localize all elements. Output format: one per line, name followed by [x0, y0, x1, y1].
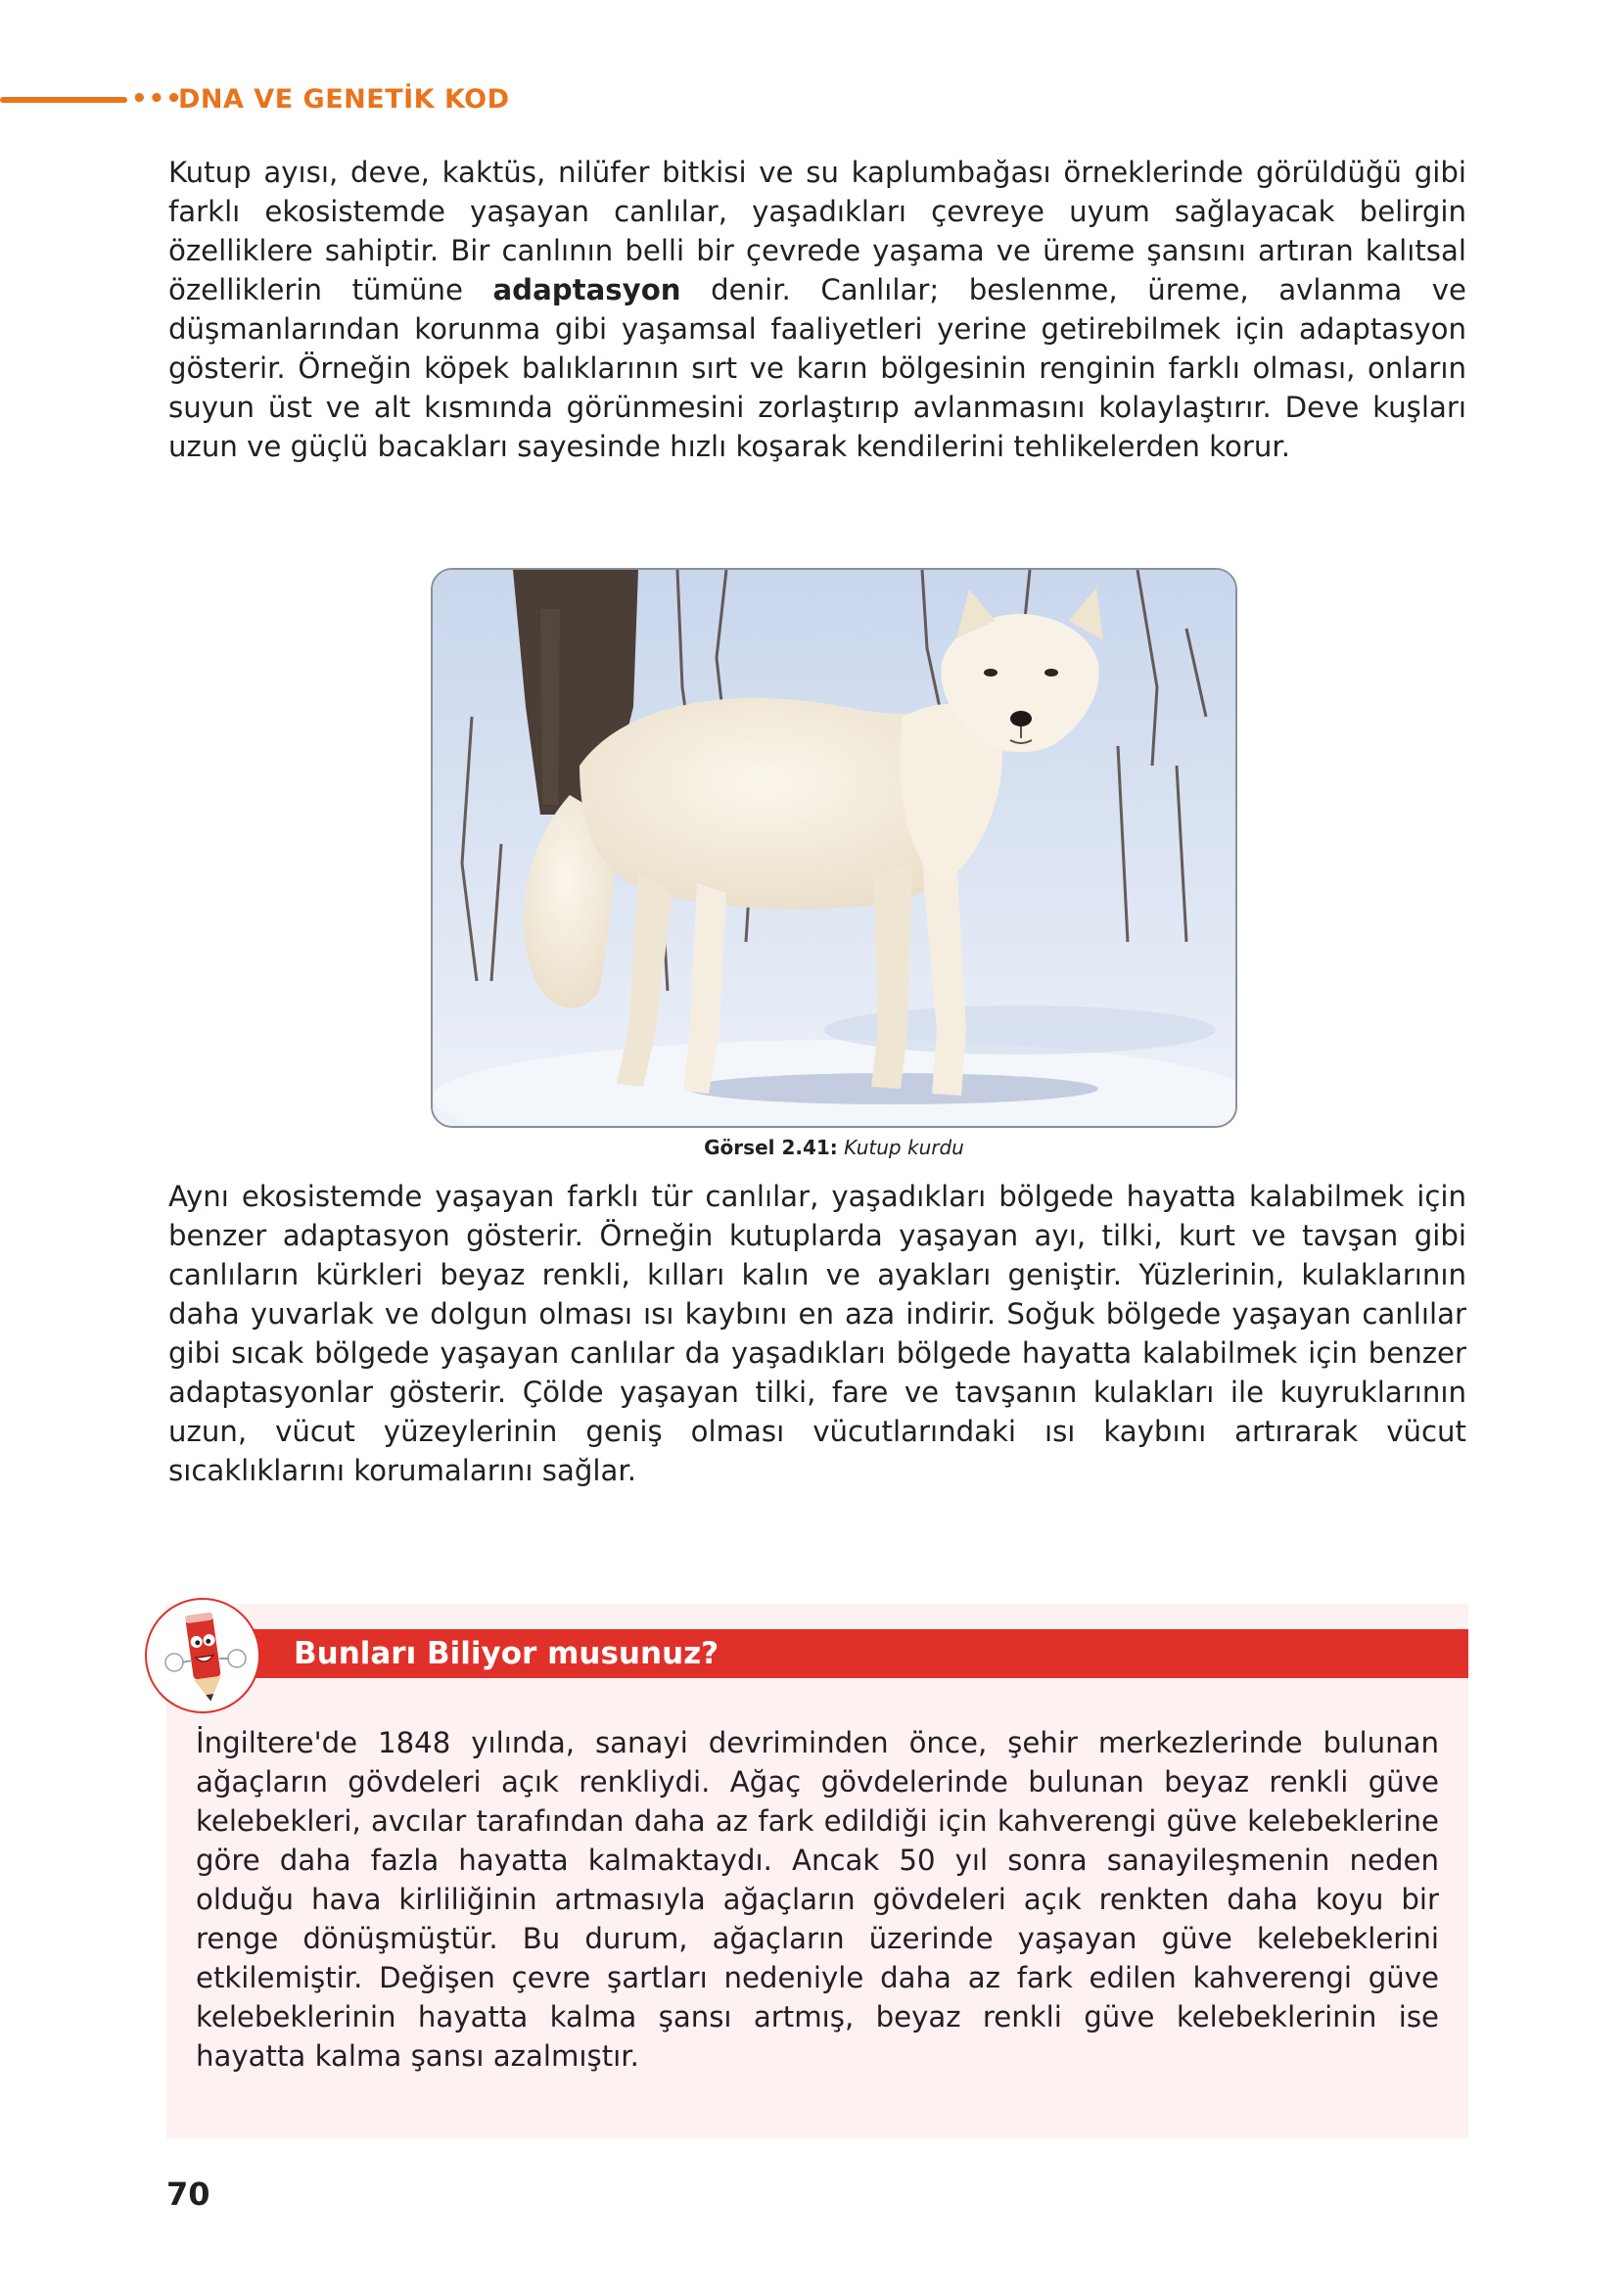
chapter-title: DNA VE GENETİK KOD — [178, 84, 510, 115]
figure-caption-text: Kutup kurdu — [844, 1136, 964, 1159]
page-number: 70 — [166, 2175, 210, 2213]
paragraph-adaptation — [168, 153, 1466, 466]
figure-caption — [431, 1136, 1237, 1159]
paragraph1-text-a: Kutup ayısı, deve, kaktüs, nilüfer bitkisi ve su kaplumbağası örneklerinde görüldüğü gibi farklı ekosistemde yaşayan canlılar, yaşadıkları çevreye uyum sağlayacak belirgin özelliklere sahiptir. Bir canlının belli bir çevrede yaşama ve üreme şansını artıran kalıtsal özelliklerin tümüne — [168, 156, 1466, 306]
info-box-title: Bunları Biliyor musunuz? — [294, 1636, 719, 1671]
paragraph1-text-b: denir. Canlılar; beslenme, üreme, avlanma ve düşmanlarından korunma gibi yaşamsal faaliyetleri yerine getirebilmek için adaptasyon gösterir. Örneğin köpek balıklarının sırt ve karın bölgesinin renginin farklı olması, onların suyun üst ve alt kısmında görünmesini zorlaştırıp avlanmasını kolaylaştırır. Deve kuşları uzun ve güçlü bacakları sayesinde hızlı koşarak kendilerini tehlikelerden korur. — [168, 273, 1466, 463]
arctic-wolf-photo — [431, 568, 1237, 1128]
figure-label: Görsel 2.41: — [704, 1136, 838, 1159]
header-dots: ••• — [131, 84, 183, 114]
paragraph-similar-adaptation: Aynı ekosistemde yaşayan farklı tür canlılar, yaşadıkları bölgede hayatta kalabilmek için benzer adaptasyon gösterir. Örneğin kutuplarda yaşayan ayı, tilki, kurt ve tavşan gibi canlıların kürkleri beyaz renkli, kılları kalın ve ayakları geniştir. Yüzlerinin, kulaklarının daha yuvarlak ve dolgun olması ısı kaybını en aza indirir. Soğuk bölgede yaşayan canlılar gibi sıcak bölgede yaşayan canlılar da yaşadıkları bölgede hayatta kalabilmek için benzer adaptasyonlar gösterir. Çölde yaşayan tilki, fare ve tavşanın kulakları ile kuyruklarının uzun, vücut yüzeylerinin geniş olması vücutlarındaki ısı kaybını artırarak vücut sıcaklıklarını korumalarını sağlar. — [168, 1180, 1466, 1487]
term-adaptasyon: adaptasyon — [492, 273, 681, 306]
pencil-mascot-icon — [145, 1598, 260, 1713]
header-rule — [0, 97, 127, 103]
info-box-text: İngiltere'de 1848 yılında, sanayi devriminden önce, şehir merkezlerinde bulunan ağaçların gövdeleri açık renkliydi. Ağaç gövdelerinde bulunan beyaz renkli güve kelebekleri, avcılar tarafından daha az fark edildiği için kahverengi güve kelebeklerine göre daha fazla hayatta kalmaktaydı. Ancak 50 yıl sonra sanayileşmenin neden olduğu hava kirliliğinin artmasıyla ağaçların gövdeleri açık renkten daha koyu bir renge dönüşmüştür. Bu durum, ağaçların üzerinde yaşayan güve kelebeklerini etkilemiştir. Değişen çevre şartları nedeniyle daha az fark edilen kahverengi güve kelebeklerinin hayatta kalma şansı artmış, beyaz renkli güve kelebeklerinin ise hayatta kalma şansı azalmıştır. — [196, 1726, 1439, 2073]
chapter-header — [0, 80, 881, 119]
